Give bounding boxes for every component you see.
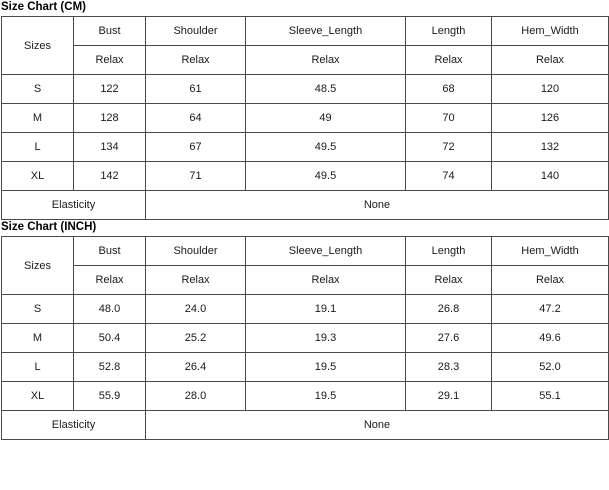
elasticity-label: Elasticity <box>2 411 146 440</box>
cell-bust: 142 <box>74 162 146 191</box>
cell-length: 70 <box>406 104 492 133</box>
fit-label-length: Relax <box>406 46 492 75</box>
table-row <box>2 46 609 75</box>
column-header-hem-width: Hem_Width <box>492 17 609 46</box>
cell-length: 28.3 <box>406 353 492 382</box>
cell-hem-width: 52.0 <box>492 353 609 382</box>
column-header-length: Length <box>406 17 492 46</box>
cell-hem-width: 140 <box>492 162 609 191</box>
cell-length: 74 <box>406 162 492 191</box>
elasticity-value: None <box>146 411 609 440</box>
cell-bust: 48.0 <box>74 295 146 324</box>
cell-shoulder: 61 <box>146 75 246 104</box>
cell-shoulder: 67 <box>146 133 246 162</box>
row-size-label: M <box>2 324 74 353</box>
cell-shoulder: 28.0 <box>146 382 246 411</box>
row-size-label: XL <box>2 382 74 411</box>
cell-shoulder: 25.2 <box>146 324 246 353</box>
cell-bust: 122 <box>74 75 146 104</box>
table-row <box>2 382 609 411</box>
cell-bust: 50.4 <box>74 324 146 353</box>
column-header-length: Length <box>406 237 492 266</box>
fit-label-shoulder: Relax <box>146 266 246 295</box>
cell-bust: 52.8 <box>74 353 146 382</box>
table-row <box>2 353 609 382</box>
cell-length: 68 <box>406 75 492 104</box>
column-header-sizes: Sizes <box>2 237 74 295</box>
fit-label-bust: Relax <box>74 266 146 295</box>
cell-hem-width: 120 <box>492 75 609 104</box>
row-size-label: XL <box>2 162 74 191</box>
column-header-sleeve-length: Sleeve_Length <box>246 17 406 46</box>
cell-bust: 134 <box>74 133 146 162</box>
cell-sleeve-length: 49.5 <box>246 162 406 191</box>
size-chart-inch-table <box>1 236 609 440</box>
fit-label-hem-width: Relax <box>492 46 609 75</box>
cell-hem-width: 126 <box>492 104 609 133</box>
fit-label-sleeve-length: Relax <box>246 266 406 295</box>
fit-label-bust: Relax <box>74 46 146 75</box>
size-chart-cm-table <box>1 16 609 220</box>
row-size-label: L <box>2 353 74 382</box>
cell-length: 72 <box>406 133 492 162</box>
table-row <box>2 411 609 440</box>
fit-label-shoulder: Relax <box>146 46 246 75</box>
size-chart-inch-title: Size Chart (INCH) <box>1 221 97 233</box>
row-size-label: S <box>2 295 74 324</box>
row-size-label: S <box>2 75 74 104</box>
column-header-shoulder: Shoulder <box>146 17 246 46</box>
table-row <box>2 191 609 220</box>
fit-label-hem-width: Relax <box>492 266 609 295</box>
table-row <box>2 104 609 133</box>
elasticity-value: None <box>146 191 609 220</box>
elasticity-label: Elasticity <box>2 191 146 220</box>
table-row <box>2 266 609 295</box>
cell-bust: 128 <box>74 104 146 133</box>
table-row <box>2 17 609 46</box>
cell-sleeve-length: 19.1 <box>246 295 406 324</box>
table-row <box>2 75 609 104</box>
column-header-sizes: Sizes <box>2 17 74 75</box>
cell-length: 26.8 <box>406 295 492 324</box>
cell-shoulder: 71 <box>146 162 246 191</box>
table-row <box>2 133 609 162</box>
cell-sleeve-length: 48.5 <box>246 75 406 104</box>
cell-sleeve-length: 49.5 <box>246 133 406 162</box>
cell-hem-width: 132 <box>492 133 609 162</box>
row-size-label: M <box>2 104 74 133</box>
column-header-sleeve-length: Sleeve_Length <box>246 237 406 266</box>
cell-shoulder: 24.0 <box>146 295 246 324</box>
fit-label-length: Relax <box>406 266 492 295</box>
cell-length: 27.6 <box>406 324 492 353</box>
table-row <box>2 162 609 191</box>
cell-hem-width: 49.6 <box>492 324 609 353</box>
size-chart-cm-title: Size Chart (CM) <box>1 1 86 13</box>
cell-sleeve-length: 19.3 <box>246 324 406 353</box>
column-header-bust: Bust <box>74 237 146 266</box>
table-row <box>2 324 609 353</box>
cell-sleeve-length: 19.5 <box>246 382 406 411</box>
column-header-shoulder: Shoulder <box>146 237 246 266</box>
cell-sleeve-length: 19.5 <box>246 353 406 382</box>
cell-shoulder: 26.4 <box>146 353 246 382</box>
column-header-bust: Bust <box>74 17 146 46</box>
cell-bust: 55.9 <box>74 382 146 411</box>
table-row <box>2 237 609 266</box>
cell-length: 29.1 <box>406 382 492 411</box>
cell-shoulder: 64 <box>146 104 246 133</box>
cell-hem-width: 55.1 <box>492 382 609 411</box>
column-header-hem-width: Hem_Width <box>492 237 609 266</box>
cell-sleeve-length: 49 <box>246 104 406 133</box>
table-row <box>2 295 609 324</box>
fit-label-sleeve-length: Relax <box>246 46 406 75</box>
cell-hem-width: 47.2 <box>492 295 609 324</box>
row-size-label: L <box>2 133 74 162</box>
